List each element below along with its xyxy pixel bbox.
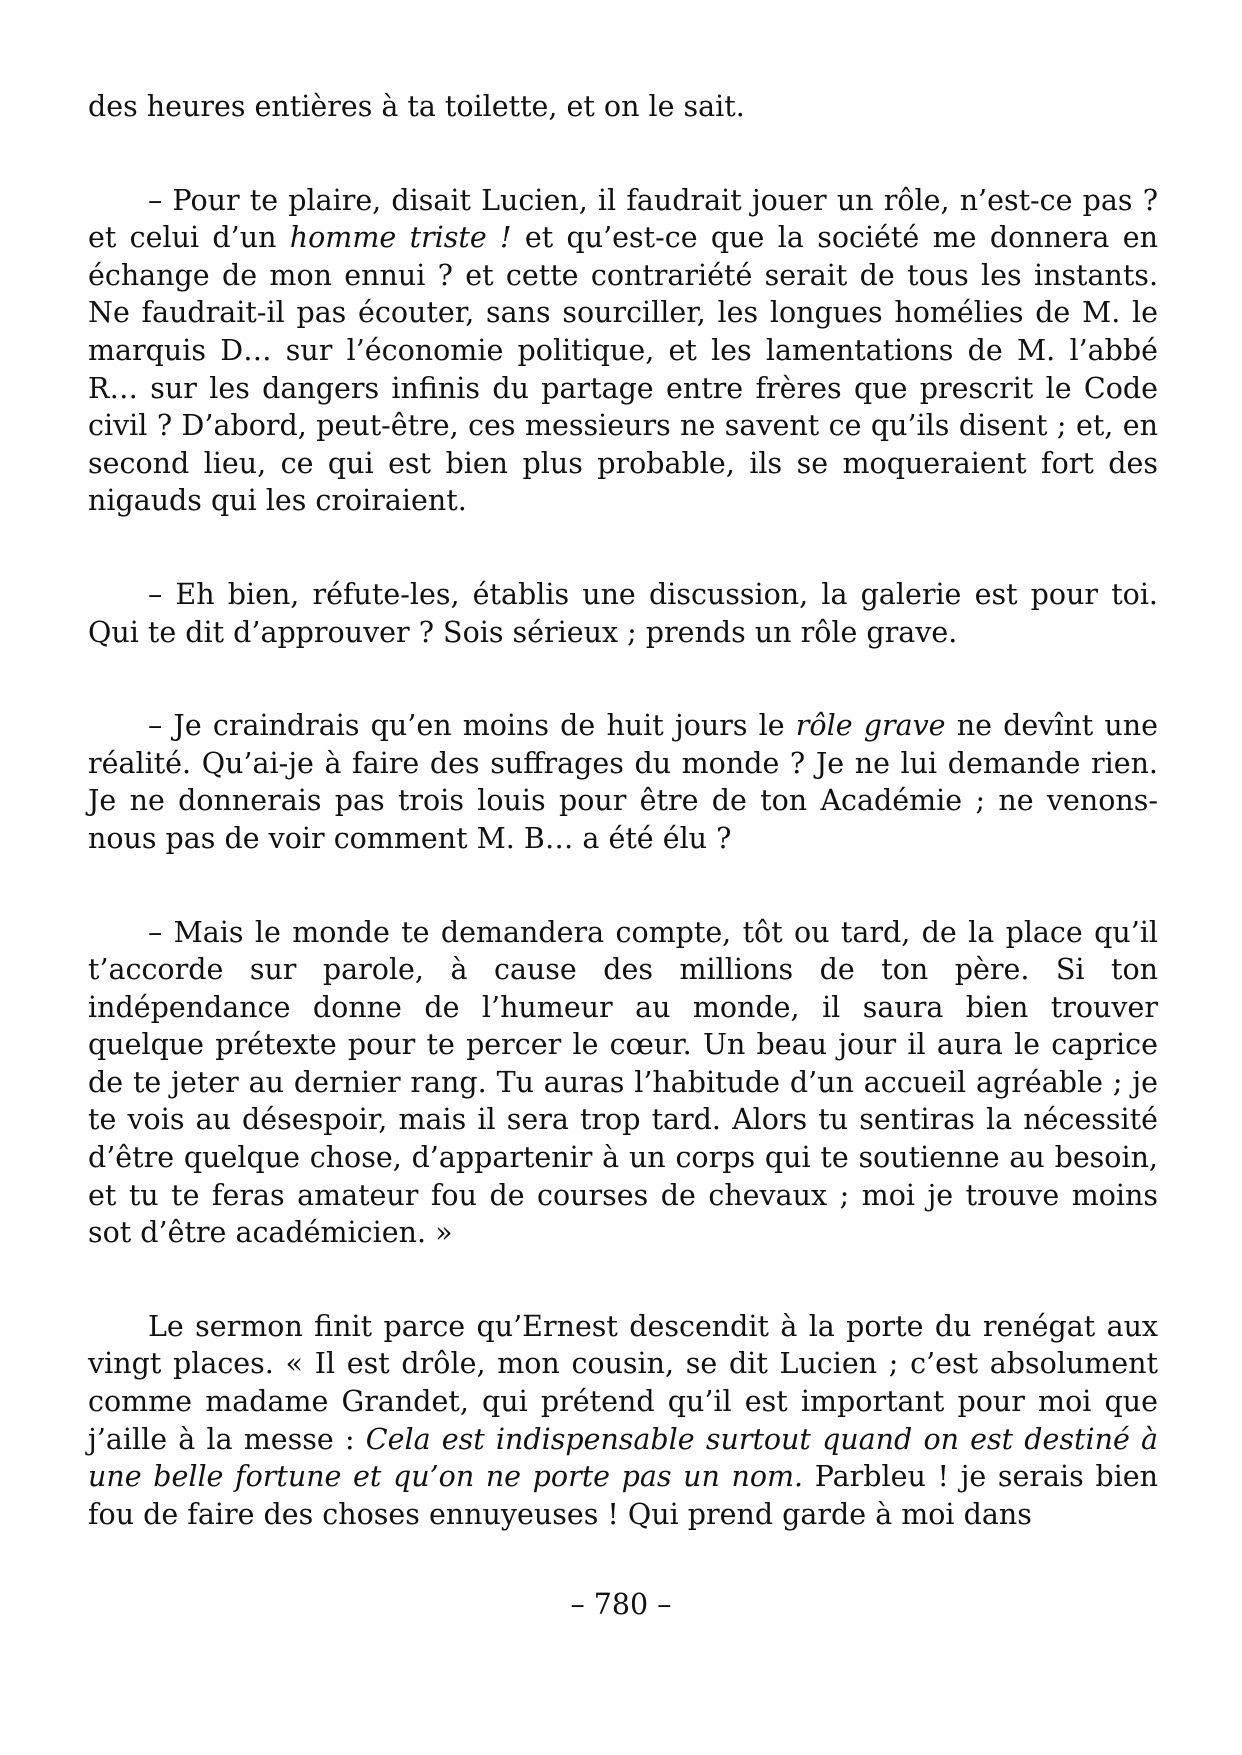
paragraph-gap: [88, 126, 1158, 182]
text-segment: des heures entières à ta toilette, et on le sait.: [88, 90, 745, 123]
text-segment: Parbleu ! je serais bien fou de faire des choses ennuyeuses ! Qui prend garde à moi dans: [88, 1460, 1158, 1531]
paragraph-ernest-refute: [88, 576, 1158, 651]
paragraph-role-grave: [88, 707, 1158, 857]
italic-segment: homme triste !: [289, 221, 512, 255]
text-segment: – Pour te plaire, disait Lucien, il faudrait jouer un rôle, n’est-ce pas ? et celui d’un: [88, 183, 1158, 255]
italic-segment: rôle grave: [795, 709, 946, 743]
italic-segment: Cela est indispensable surtout quand on est destiné à une belle fortune et qu’on ne porte pas un nom.: [88, 1422, 1158, 1494]
paragraph-gap: [88, 520, 1158, 576]
page-body: [88, 88, 1158, 1533]
paragraph-gap: [88, 651, 1158, 707]
text-segment: – Eh bien, réfute-les, établis une discussion, la galerie est pour toi. Qui te dit d’approuver ? Sois sérieux ; prends un rôle grave.: [88, 577, 1158, 649]
paragraph-monde-compte: [88, 914, 1158, 1252]
text-segment: Le sermon finit parce qu’Ernest descendit à la porte du renégat aux vingt places. « Il est drôle, mon cousin, se dit Lucien ; c’est absolument comme madame Grandet, qui prétend qu’il est important pour moi que j’aille à la messe :: [88, 1309, 1158, 1456]
text-segment: ne devînt une réalité. Qu’ai-je à faire des suffrages du monde ? Je ne lui demande rien. Je ne donnerais pas trois louis pour être de ton Académie ; ne venons-nous pas de voir comment M. B… a été élu ?: [88, 709, 1158, 855]
text-segment: – Je craindrais qu’en moins de huit jours le: [148, 709, 796, 743]
paragraph-continuation: [88, 88, 1158, 126]
text-segment: et qu’est-ce que la société me donnera en échange de mon ennui ? et cette contrariété serait de tous les instants. Ne faudrait-il pas écouter, sans sourciller, les longues homélies de M. le marquis D… sur l’économie politique, et les lamentations de M. l’abbé R… sur les dangers infinis du partage entre frères que prescrit le Code civil ? D’abord, peut-être, ces messieurs ne savent ce qu’ils disent ; et, en second lieu, ce qui est bien plus probable, ils se moqueraient fort des nigauds qui les croiraient.: [88, 221, 1158, 518]
paragraph-lucien-reply: [88, 182, 1158, 520]
paragraph-gap: [88, 858, 1158, 914]
paragraph-gap: [88, 1252, 1158, 1308]
page-number: – 780 –: [570, 1588, 672, 1621]
text-segment: – Mais le monde te demandera compte, tôt ou tard, de la place qu’il t’accorde sur parole, à cause des millions de ton père. Si ton indépendance donne de l’humeur au monde, il saura bien trouver quelque prétexte pour te percer le cœur. Un beau jour il aura le caprice de te jeter au dernier rang. Tu auras l’habitude d’un accueil agréable ; je te vois au désespoir, mais il sera trop tard. Alors tu sentiras la nécessité d’être quelque chose, d’appartenir à un corps qui te soutienne au besoin, et tu te feras amateur fou de courses de chevaux ; moi je trouve moins sot d’être académicien. »: [88, 915, 1158, 1250]
paragraph-sermon-finit: [88, 1308, 1158, 1534]
